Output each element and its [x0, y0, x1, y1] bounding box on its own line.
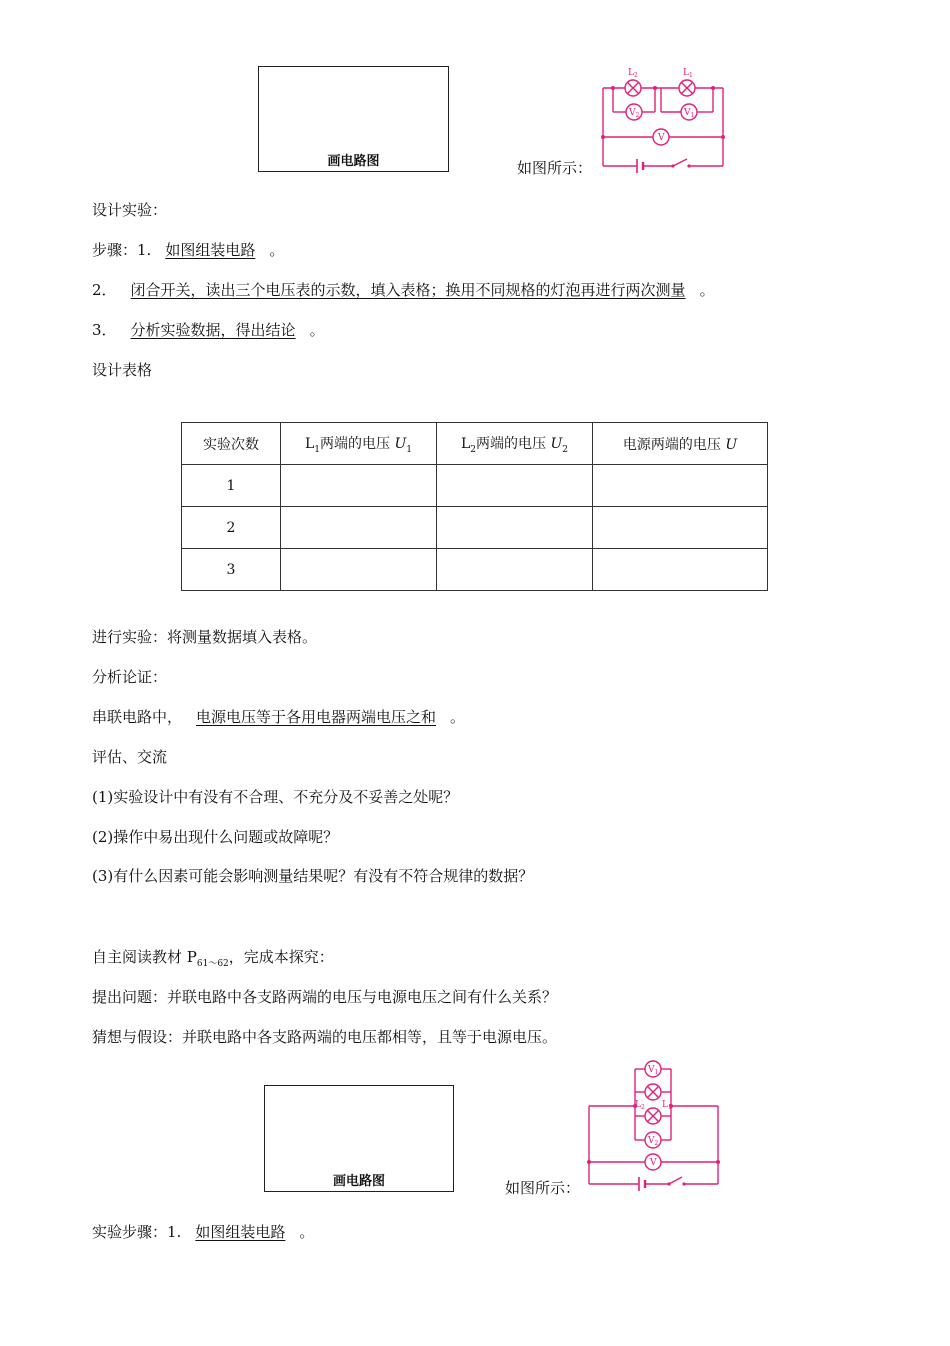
voltmeter-v-label: V	[650, 1158, 657, 1168]
lamp-l1-label: $L_1$	[683, 68, 693, 79]
step-2: 2． 闭合开关，读出三个电压表的示数，填入表格；换用不同规格的灯泡再进行两次测量 。	[92, 281, 715, 299]
measurement-table	[181, 422, 768, 591]
step-3: 3． 分析实验数据，得出结论 。	[92, 321, 325, 339]
header-l2-voltage: $L_2$两端的电压 $U_2$	[437, 423, 593, 465]
series-conclusion: 串联电路中， 电源电压等于各用电器两端电压之和 。	[92, 708, 466, 726]
voltmeter-v1-label: $V_1$	[648, 1065, 659, 1076]
table-header-row	[182, 423, 768, 465]
header-l1-voltage: $L_1$两端的电压 $U_1$	[281, 423, 437, 465]
step-1-answer: 如图组装电路	[165, 241, 256, 259]
exp-step-1-answer: 如图组装电路	[195, 1223, 286, 1241]
header-source-voltage: 电源两端的电压 U	[593, 423, 768, 465]
steps-label: 步骤：1.	[92, 241, 152, 259]
table-row: 3	[182, 549, 768, 591]
lamp-l2-label: $L_2$	[628, 68, 638, 79]
design-experiment-heading: 设计实验：	[92, 201, 168, 219]
exp-step-1: 实验步骤：1. 如图组装电路 。	[92, 1223, 315, 1241]
voltmeter-v2-label: $V_2$	[629, 108, 640, 119]
hypothesis: 猜想与假设：并联电路中各支路两端的电压都相等，且等于电源电压。	[92, 1028, 558, 1046]
as-shown-label: 如图所示：	[505, 1179, 581, 1197]
draw-circuit-box-2	[264, 1085, 454, 1192]
parallel-circuit-diagram	[585, 1058, 725, 1193]
series-circuit-diagram	[595, 62, 730, 174]
draw-circuit-caption: 画电路图	[327, 154, 380, 169]
step-1: 步骤：1. 如图组装电路 。	[92, 241, 285, 259]
raise-question: 提出问题：并联电路中各支路两端的电压与电源电压之间有什么关系？	[92, 988, 558, 1006]
draw-circuit-box-1	[258, 66, 449, 172]
design-table-heading: 设计表格	[92, 361, 153, 379]
reading-instruction: 自主阅读教材 $P_{61\sim 62}$，完成本探究：	[92, 948, 334, 969]
table-row: 2	[182, 507, 768, 549]
lamp-l1-label: $L_1$	[662, 1100, 672, 1111]
question-2: (2)操作中易出现什么问题或故障呢？	[92, 828, 339, 846]
evaluation-heading: 评估、交流	[92, 748, 168, 766]
step-3-answer: 分析实验数据，得出结论	[130, 321, 296, 339]
question-3: (3)有什么因素可能会影响测量结果呢？有没有不符合规律的数据？	[92, 867, 534, 885]
lamp-l2-label: $L_2$	[635, 1100, 645, 1111]
voltmeter-v2-label: $V_2$	[648, 1136, 659, 1147]
voltmeter-v-label: V	[658, 133, 665, 143]
header-trial: 实验次数	[182, 423, 281, 465]
table-row: 1	[182, 465, 768, 507]
analysis-heading: 分析论证：	[92, 668, 168, 686]
series-conclusion-answer: 电源电压等于各用电器两端电压之和	[196, 708, 437, 726]
voltmeter-v1-label: $V_1$	[684, 108, 695, 119]
step-2-answer: 闭合开关，读出三个电压表的示数，填入表格；换用不同规格的灯泡再进行两次测量	[130, 281, 686, 299]
draw-circuit-caption: 画电路图	[332, 1174, 385, 1189]
question-1: (1)实验设计中有没有不合理、不充分及不妥善之处呢？	[92, 788, 459, 806]
as-shown-label: 如图所示：	[517, 159, 593, 177]
do-experiment-line: 进行实验：将测量数据填入表格。	[92, 628, 318, 646]
